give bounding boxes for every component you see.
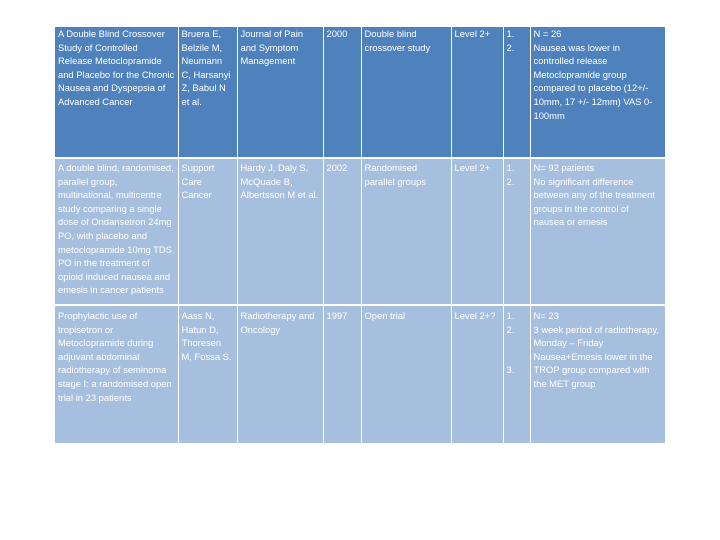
study-title: A Double Blind Crossover Study of Controlled Release Metoclopramide and Placebo for the Chronic Nausea and Dyspepsia of Advanced Cancer bbox=[55, 27, 178, 158]
finding-number: 2. bbox=[506, 41, 515, 53]
finding-numbers bbox=[503, 158, 530, 305]
study-journal: Journal of Pain and Symptom Management bbox=[237, 27, 323, 158]
study-design: Double blind crossover study bbox=[361, 27, 451, 158]
evidence-table bbox=[55, 27, 665, 443]
study-authors: Support Care Cancer bbox=[178, 158, 237, 305]
finding-number bbox=[507, 336, 527, 350]
evidence-level: Level 2+ bbox=[451, 27, 503, 158]
study-year: 2000 bbox=[323, 27, 361, 158]
finding-number: 1. bbox=[506, 162, 515, 173]
finding-number: 1. bbox=[506, 28, 515, 39]
finding-number bbox=[507, 350, 527, 364]
finding-text: Nausea was lower in controlled release Metoclopramide group compared to placebo (12+/- 10mm, 17 +/- 12mm) VAS 0-100mm bbox=[533, 41, 653, 121]
study-findings bbox=[530, 27, 665, 158]
finding-numbers bbox=[503, 27, 530, 158]
study-authors: Aass N, Hatun D, Thoresen M, Fossa S. bbox=[178, 305, 237, 443]
finding-text: 3 week period of radiotherapy, Monday – Friday bbox=[533, 323, 659, 349]
finding-text: N= 23 bbox=[533, 310, 559, 321]
study-title: Prophylactic use of tropisetron or Metoclopramide during adjuvant abdominal radiotherapy of seminoma stage I: a randomised open trial in 23 patients bbox=[55, 305, 178, 443]
table-row bbox=[55, 305, 665, 443]
study-findings bbox=[530, 158, 665, 305]
study-journal: Radiotherapy and Oncology bbox=[237, 305, 323, 443]
study-authors: Bruera E, Belzile M, Neumann C, Harsanyi Z, Babul N et al. bbox=[178, 27, 237, 158]
study-findings bbox=[530, 305, 665, 443]
finding-number: 2. bbox=[506, 175, 515, 187]
study-year: 1997 bbox=[323, 305, 361, 443]
finding-text: Nausea+Emesis lower in the TROP group compared with the MET group bbox=[533, 350, 653, 389]
study-year: 2002 bbox=[323, 158, 361, 305]
finding-text: No significant difference between any of the treatment groups in the control of nausea or emesis bbox=[533, 175, 655, 228]
finding-number: 2. bbox=[506, 323, 515, 335]
study-design: Randomised parallel groups bbox=[361, 158, 451, 305]
finding-text: N= 92 patients bbox=[533, 162, 595, 173]
table-row bbox=[55, 158, 665, 305]
evidence-level: Level 2+ bbox=[451, 158, 503, 305]
finding-number: 1. bbox=[506, 310, 515, 321]
table-row bbox=[55, 27, 665, 158]
finding-number: 3. bbox=[506, 364, 515, 376]
finding-numbers bbox=[503, 305, 530, 443]
study-journal: Hardy J, Daly S, McQuade B, Albertsson M et al. bbox=[237, 158, 323, 305]
study-design: Open trial bbox=[361, 305, 451, 443]
finding-text: N = 26 bbox=[533, 28, 562, 39]
study-title: A double blind, randomised, parallel group, multinational, multicentre study comparing a single dose of Ondansetron 24mg PO, with placebo and metoclopramide 10mg TDS PO in the treatment of opioid induced nausea and emesis in cancer patients bbox=[55, 158, 178, 305]
evidence-level: Level 2+? bbox=[451, 305, 503, 443]
